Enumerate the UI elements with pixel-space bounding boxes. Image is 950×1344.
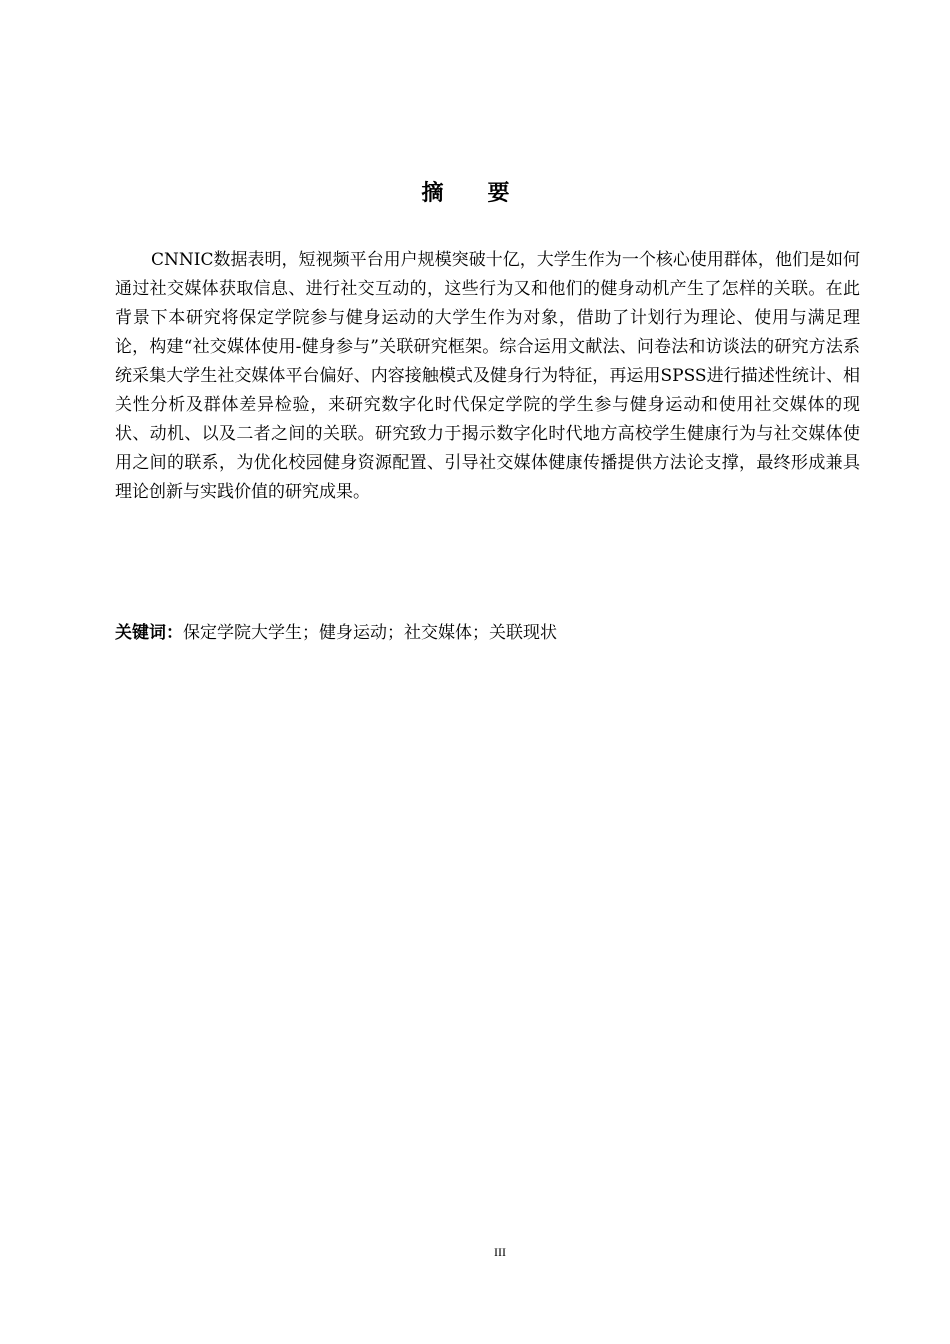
keywords-value: 保定学院大学生；健身运动；社交媒体；关联现状 [183, 623, 557, 643]
page-number: III [494, 1245, 506, 1259]
abstract-body: CNNIC数据表明，短视频平台用户规模突破十亿，大学生作为一个核心使用群体，他们是如何通过社交媒体获取信息、进行社交互动的，这些行为又和他们的健身动机产生了怎样的关联。在此背景下本研究将保定学院参与健身运动的大学生作为对象，借助了计划行为理论、使用与满足理论，构建“社交媒体使用-健身参与”关联研究框架。综合运用文献法、问卷法和访谈法的研究方法系统采集大学生社交媒体平台偏好、内容接触模式及健身行为特征，再运用SPSS进行描述性统计、相关性分析及群体差异检验，来研究数字化时代保定学院的学生参与健身运动和使用社交媒体的现状、动机、以及二者之间的关联。研究致力于揭示数字化时代地方高校学生健康行为与社交媒体使用之间的联系，为优化校园健身资源配置、引导社交媒体健康传播提供方法论支撑，最终形成兼具理论创新与实践价值的研究成果。 [115, 250, 860, 502]
keywords-line [115, 620, 860, 646]
keywords-label: 关键词： [115, 623, 183, 643]
abstract-title: 摘要 [421, 181, 554, 206]
